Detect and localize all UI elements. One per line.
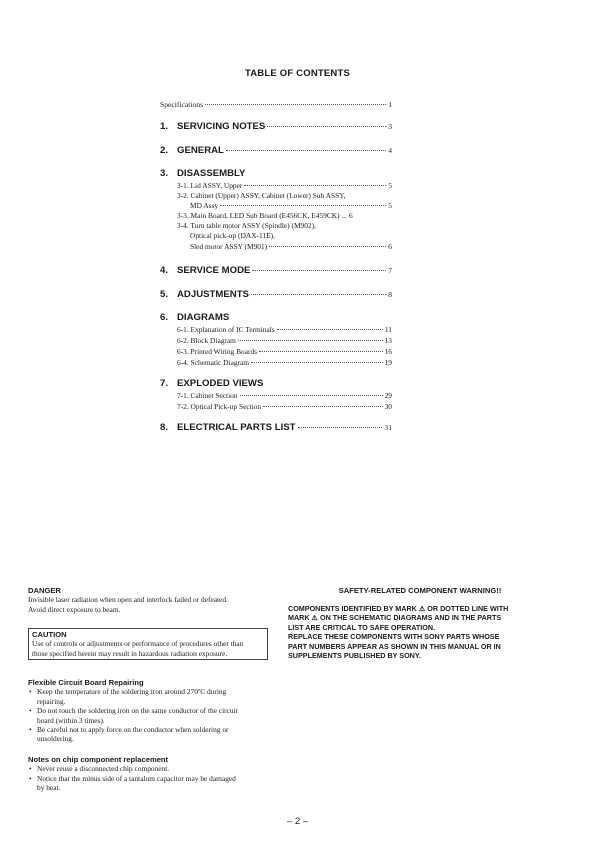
list-item-line: • Do not touch the soldering iron on the same conductor of the circuit <box>37 706 238 716</box>
list-item-line: • Keep the temperature of the soldering iron around 270ºC during <box>37 687 227 697</box>
caution-heading: CAUTION <box>32 630 67 639</box>
subentry-page: 16 <box>384 347 392 356</box>
chapter-number: 2. <box>160 145 169 156</box>
toc-subentry-3-4-line2: Optical pick-up (DAX-11E), <box>190 231 275 240</box>
flexible-list <box>28 687 278 743</box>
safety-warning-body <box>288 604 538 660</box>
toc-subentry-3-2[interactable] <box>190 201 392 210</box>
subentry-page: 29 <box>384 391 392 400</box>
toc-subentry-6-3[interactable] <box>177 347 392 356</box>
page-number: – 2 – <box>286 816 309 827</box>
subentry-page: 30 <box>384 402 392 411</box>
danger-text-line2: Avoid direct exposure to beam. <box>28 604 121 614</box>
chapter-title: SERVICE MODE <box>177 265 251 276</box>
toc-entry-label: Specifications <box>160 100 204 109</box>
dot-leader <box>277 329 383 330</box>
toc-subentry-6-2[interactable] <box>177 336 392 345</box>
caution-text-line2: those specified herein may result in hazardous radiation exposure. <box>32 648 228 658</box>
toc-entry-page: 1 <box>388 100 392 109</box>
toc-chapter-2[interactable] <box>160 145 392 156</box>
toc-chapter-1[interactable] <box>160 121 392 132</box>
toc-entry-specifications[interactable] <box>160 100 392 109</box>
subentry-page: 5 <box>388 181 392 190</box>
chapter-page: 4 <box>388 146 392 155</box>
chapter-page: 8 <box>388 290 392 299</box>
toc-subentry-6-1[interactable] <box>177 325 392 334</box>
subentry-label: 6-3. Printed Wiring Boards <box>177 347 258 356</box>
flexible-repair-section <box>28 678 278 744</box>
toc-chapter-8[interactable] <box>160 422 392 433</box>
danger-text-line1: Invisible laser radiation when open and interlock failed or defeated. <box>28 595 228 605</box>
chapter-number: 8. <box>160 422 169 433</box>
dot-leader <box>267 126 386 127</box>
toc-chapter-7[interactable] <box>160 378 263 389</box>
chapter-title: DIAGRAMS <box>177 312 230 323</box>
subentry-label: 6-2. Block Diagram <box>177 336 236 345</box>
chip-replacement-section <box>28 755 278 793</box>
toc-subentry-3-4[interactable] <box>190 242 392 251</box>
subentry-page: 6 <box>388 242 392 251</box>
subentry-page: 13 <box>384 336 392 345</box>
dot-leader <box>240 395 383 396</box>
toc-chapter-6[interactable] <box>160 312 229 323</box>
safety-line: LIST ARE CRITICAL TO SAFE OPERATION. <box>288 622 436 632</box>
subentry-label: 7-2. Optical Pick-up Section <box>177 402 262 411</box>
safety-line: PART NUMBERS APPEAR AS SHOWN IN THIS MANUAL OR IN <box>288 641 501 651</box>
caution-box <box>28 628 268 660</box>
chapter-title: EXPLODED VIEWS <box>177 378 264 389</box>
safety-line: REPLACE THESE COMPONENTS WITH SONY PARTS WHOSE <box>288 632 500 642</box>
dot-leader <box>259 351 383 352</box>
chapter-page: 3 <box>388 122 392 131</box>
toc-subentry-7-1[interactable] <box>177 391 392 400</box>
chapter-number: 4. <box>160 265 169 276</box>
chapter-title: ELECTRICAL PARTS LIST <box>177 422 296 433</box>
chip-list <box>28 764 278 792</box>
subentry-page: 19 <box>384 358 392 367</box>
toc-subentry-3-3[interactable] <box>177 211 392 220</box>
chapter-number: 6. <box>160 312 169 323</box>
chapter-title: DISASSEMBLY <box>177 168 246 179</box>
toc-chapter-5[interactable] <box>160 289 392 300</box>
dot-leader <box>263 406 382 407</box>
subentry-page: 5 <box>388 201 392 210</box>
dot-leader <box>298 427 383 428</box>
subentry-label: 3-3. Main Board, LED Sub Board (E456CK, E459CK) ... <box>177 211 347 220</box>
toc-subentry-7-2[interactable] <box>177 402 392 411</box>
safety-line: MARK ⚠ ON THE SCHEMATIC DIAGRAMS AND IN THE PARTS <box>288 613 502 623</box>
dot-leader <box>269 246 386 247</box>
caution-text-line1: Use of controls or adjustments or performance of procedures other than <box>32 639 244 649</box>
list-item <box>28 764 278 773</box>
chapter-page: 31 <box>384 423 392 432</box>
list-item-line: • Notice that the minus side of a tantalum capacitor may be damaged <box>37 773 236 783</box>
subentry-label: 7-1. Cabinet Section <box>177 391 238 400</box>
safety-line: SUPPLEMENTS PUBLISHED BY SONY. <box>288 651 421 661</box>
flexible-heading: Flexible Circuit Board Repairing <box>28 678 144 687</box>
list-item <box>28 725 278 744</box>
dot-leader <box>220 205 386 206</box>
list-item-line: • Never reuse a disconnected chip component. <box>37 764 170 774</box>
chip-heading: Notes on chip component replacement <box>28 755 169 764</box>
dot-leader <box>251 294 386 295</box>
chapter-number: 5. <box>160 289 169 300</box>
chapter-title: GENERAL <box>177 145 224 156</box>
list-item <box>28 774 278 793</box>
dot-leader <box>238 340 383 341</box>
dot-leader <box>251 362 383 363</box>
toc-subentry-3-2-line1[interactable]: 3-2. Cabinet (Upper) ASSY, Cabinet (Lower) Sub ASSY, <box>177 191 346 200</box>
list-item-line: unsoldering. <box>37 734 74 744</box>
dot-leader <box>205 104 386 105</box>
subentry-page: 6 <box>348 211 353 220</box>
list-item-line: repairing. <box>37 696 66 706</box>
subentry-label: 3-1. Lid ASSY, Upper <box>177 181 243 190</box>
list-item-line: • Be careful not to apply force on the conductor when soldering or <box>37 725 229 735</box>
chapter-number: 7. <box>160 378 169 389</box>
dot-leader <box>226 150 386 151</box>
toc-title: TABLE OF CONTENTS <box>244 68 351 79</box>
toc-chapter-4[interactable] <box>160 265 392 276</box>
chapter-title: SERVICING NOTES <box>177 121 266 132</box>
subentry-page: 11 <box>384 325 392 334</box>
dot-leader <box>252 270 386 271</box>
subentry-label: 6-1. Explanation of IC Terminals <box>177 325 275 334</box>
chapter-number: 1. <box>160 121 169 132</box>
chapter-page: 7 <box>388 266 392 275</box>
safety-warning-title: SAFETY-RELATED COMPONENT WARNING!! <box>338 586 502 595</box>
subentry-label: 6-4. Schematic Diagram <box>177 358 250 367</box>
list-item <box>28 687 278 706</box>
subentry-label: MD Assy <box>190 201 219 210</box>
safety-line: COMPONENTS IDENTIFIED BY MARK ⚠ OR DOTTED LINE WITH <box>288 604 509 613</box>
toc-chapter-3[interactable] <box>160 168 245 179</box>
chapter-title: ADJUSTMENTS <box>177 289 249 300</box>
danger-section <box>28 586 288 614</box>
dot-leader <box>244 185 386 186</box>
list-item-line: by heat. <box>37 783 61 793</box>
chapter-number: 3. <box>160 168 169 179</box>
toc-subentry-3-4-line1[interactable]: 3-4. Turn table motor ASSY (Spindle) (M902), <box>177 221 316 230</box>
toc-subentry-6-4[interactable] <box>177 358 392 367</box>
toc-subentry-3-1[interactable] <box>177 181 392 190</box>
danger-heading: DANGER <box>28 586 61 595</box>
list-item <box>28 706 278 725</box>
subentry-label: Sled motor ASSY (M901) <box>190 242 268 251</box>
list-item-line: board (within 3 times). <box>37 715 105 725</box>
